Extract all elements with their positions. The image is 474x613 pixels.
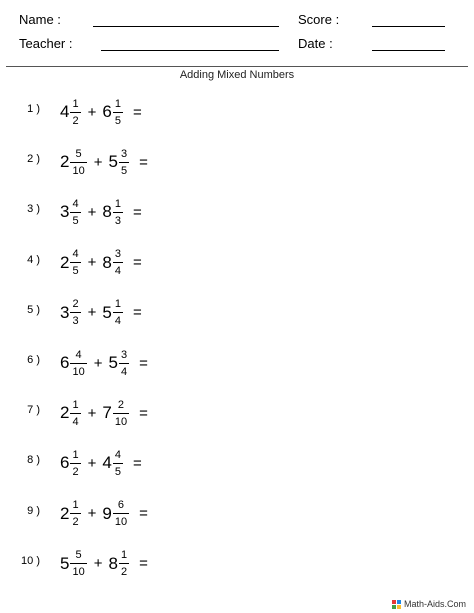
problem-number-cell [0, 443, 40, 483]
fraction-b [113, 247, 123, 278]
numerator-a: 1 [72, 97, 79, 110]
whole-a: 4 [60, 102, 70, 121]
numerator-a: 1 [72, 448, 79, 461]
plus-sign: + [87, 103, 97, 121]
whole-a: 3 [60, 202, 70, 222]
name-label: Name : [19, 12, 61, 27]
site-name: Math-Aids.Com [403, 599, 466, 609]
problem-number-cell [0, 293, 40, 333]
numerator-a: 1 [72, 499, 79, 512]
denominator-a: 4 [72, 415, 79, 428]
problem [0, 192, 300, 232]
whole-a: 6 [60, 353, 70, 372]
fraction-b [119, 147, 129, 178]
denominator-a: 5 [72, 214, 79, 227]
problem [0, 243, 300, 283]
problem-number: 3 ) [27, 203, 40, 216]
denominator-a: 3 [72, 315, 79, 328]
denominator-b: 3 [114, 214, 121, 227]
equals-sign: = [139, 354, 148, 372]
fraction-a [70, 247, 80, 278]
logo-square [397, 600, 401, 604]
numerator-b: 1 [114, 197, 121, 210]
fraction-a [70, 348, 86, 379]
problem [0, 92, 300, 132]
numerator-a: 4 [72, 248, 79, 261]
whole-a: 2 [60, 503, 70, 523]
problem-number: 1 ) [27, 103, 40, 115]
fraction-b [113, 97, 123, 128]
whole-b: 8 [102, 252, 112, 272]
footer-branding [392, 599, 466, 609]
fraction-a [70, 498, 80, 529]
date-label: Date : [298, 36, 333, 51]
plus-sign: + [87, 304, 97, 322]
denominator-b: 5 [114, 114, 121, 127]
numerator-a: 4 [75, 348, 82, 361]
equals-sign: = [132, 203, 142, 221]
whole-b: 5 [108, 152, 118, 172]
logo-square [397, 605, 401, 609]
problem-expression [60, 443, 142, 483]
problem-number: 7 ) [27, 404, 40, 417]
whole-b: 9 [102, 503, 112, 523]
fraction-a [70, 147, 86, 178]
problem [0, 443, 300, 483]
denominator-b: 4 [120, 365, 128, 378]
numerator-a: 1 [72, 398, 79, 411]
plus-sign: + [87, 203, 97, 221]
whole-b: 5 [102, 302, 112, 322]
fraction-b [113, 197, 123, 228]
plus-sign: + [93, 153, 103, 171]
fraction-a [70, 398, 80, 429]
whole-b: 8 [102, 202, 112, 222]
problem-number: 6 ) [27, 354, 40, 366]
equals-sign: = [139, 404, 148, 422]
header-row-name-score [0, 10, 474, 30]
problem-expression [60, 544, 148, 584]
denominator-a: 2 [72, 516, 79, 529]
denominator-b: 4 [114, 315, 121, 328]
equals-sign: = [139, 153, 148, 171]
problem-number: 10 ) [21, 554, 40, 567]
numerator-b: 4 [114, 448, 121, 461]
whole-a: 3 [60, 302, 70, 322]
problem-expression [60, 142, 148, 182]
whole-b: 8 [108, 553, 118, 573]
logo-square [392, 605, 396, 609]
numerator-b: 1 [120, 549, 128, 562]
fraction-b [113, 398, 129, 429]
whole-a: 2 [60, 252, 70, 272]
fraction-a [70, 448, 80, 479]
numerator-a: 2 [72, 298, 79, 311]
problem-number-cell [0, 544, 40, 584]
problem-expression [60, 243, 142, 283]
plus-sign: + [87, 454, 97, 472]
problem-expression [60, 92, 142, 132]
problem-number-cell [0, 142, 40, 182]
worksheet-title: Adding Mixed Numbers [179, 69, 295, 81]
equals-sign: = [132, 454, 142, 472]
numerator-b: 1 [114, 298, 121, 311]
fraction-a [70, 297, 80, 328]
numerator-b: 6 [117, 499, 125, 512]
denominator-a: 10 [72, 365, 85, 378]
numerator-b: 3 [114, 248, 121, 261]
numerator-a: 5 [75, 147, 82, 160]
numerator-b: 2 [117, 398, 125, 411]
whole-b: 7 [102, 403, 112, 423]
plus-sign: + [87, 505, 97, 523]
whole-a: 2 [60, 403, 70, 423]
score-line [372, 26, 445, 27]
whole-a: 6 [60, 453, 70, 473]
problem-number-cell [0, 92, 40, 132]
whole-b: 6 [102, 102, 112, 121]
date-line [372, 50, 445, 51]
denominator-b: 2 [120, 566, 128, 579]
denominator-a: 2 [72, 465, 79, 478]
problem-number-cell [0, 192, 40, 232]
whole-a: 2 [60, 152, 70, 172]
math-aids-logo-icon [392, 600, 401, 609]
denominator-a: 10 [72, 566, 85, 579]
fraction-a [70, 197, 80, 228]
numerator-b: 3 [120, 147, 128, 160]
problem-expression [60, 293, 142, 333]
problem-number: 4 ) [27, 253, 40, 266]
whole-a: 5 [60, 553, 70, 573]
problem-expression [60, 393, 148, 433]
problem-number-cell [0, 393, 40, 433]
fraction-a [70, 97, 80, 128]
denominator-a: 2 [72, 114, 79, 127]
equals-sign: = [139, 555, 148, 573]
header-divider [6, 66, 468, 67]
problem-number: 2 ) [27, 153, 40, 166]
denominator-b: 5 [114, 465, 121, 478]
equals-sign: = [132, 254, 142, 272]
plus-sign: + [93, 354, 103, 372]
problem [0, 293, 300, 333]
teacher-label: Teacher : [19, 36, 73, 51]
problem [0, 393, 300, 433]
problem [0, 142, 300, 182]
denominator-b: 5 [120, 164, 128, 177]
whole-b: 4 [102, 453, 112, 473]
fraction-b [113, 448, 123, 479]
problem-number: 8 ) [27, 454, 40, 467]
logo-square [392, 600, 396, 604]
problem-number-cell [0, 243, 40, 283]
problem-expression [60, 494, 148, 534]
denominator-b: 10 [114, 415, 128, 428]
problem-number: 5 ) [27, 303, 40, 316]
denominator-a: 5 [72, 265, 79, 278]
plus-sign: + [93, 555, 103, 573]
problem-number: 9 ) [27, 504, 40, 517]
problem-expression [60, 343, 148, 383]
plus-sign: + [87, 254, 97, 272]
fraction-b [113, 498, 129, 529]
equals-sign: = [132, 103, 142, 121]
numerator-b: 3 [120, 348, 128, 361]
problem-number-cell [0, 343, 40, 383]
header-row-teacher-date [0, 34, 474, 54]
numerator-b: 1 [114, 97, 121, 110]
equals-sign: = [139, 505, 148, 523]
plus-sign: + [87, 404, 97, 422]
problem [0, 544, 300, 584]
score-label: Score : [298, 12, 340, 27]
equals-sign: = [132, 304, 142, 322]
fraction-a [70, 548, 86, 579]
problem [0, 494, 300, 534]
fraction-b [119, 548, 129, 579]
denominator-b: 10 [114, 516, 128, 529]
denominator-b: 4 [114, 265, 121, 278]
problem-expression [60, 192, 142, 232]
fraction-b [113, 297, 123, 328]
fraction-b [119, 348, 129, 379]
numerator-a: 4 [72, 197, 79, 210]
denominator-a: 10 [72, 164, 85, 177]
problem [0, 343, 300, 383]
whole-b: 5 [108, 353, 118, 372]
name-line [93, 26, 279, 27]
problem-number-cell [0, 494, 40, 534]
teacher-line [101, 50, 279, 51]
numerator-a: 5 [75, 549, 82, 562]
